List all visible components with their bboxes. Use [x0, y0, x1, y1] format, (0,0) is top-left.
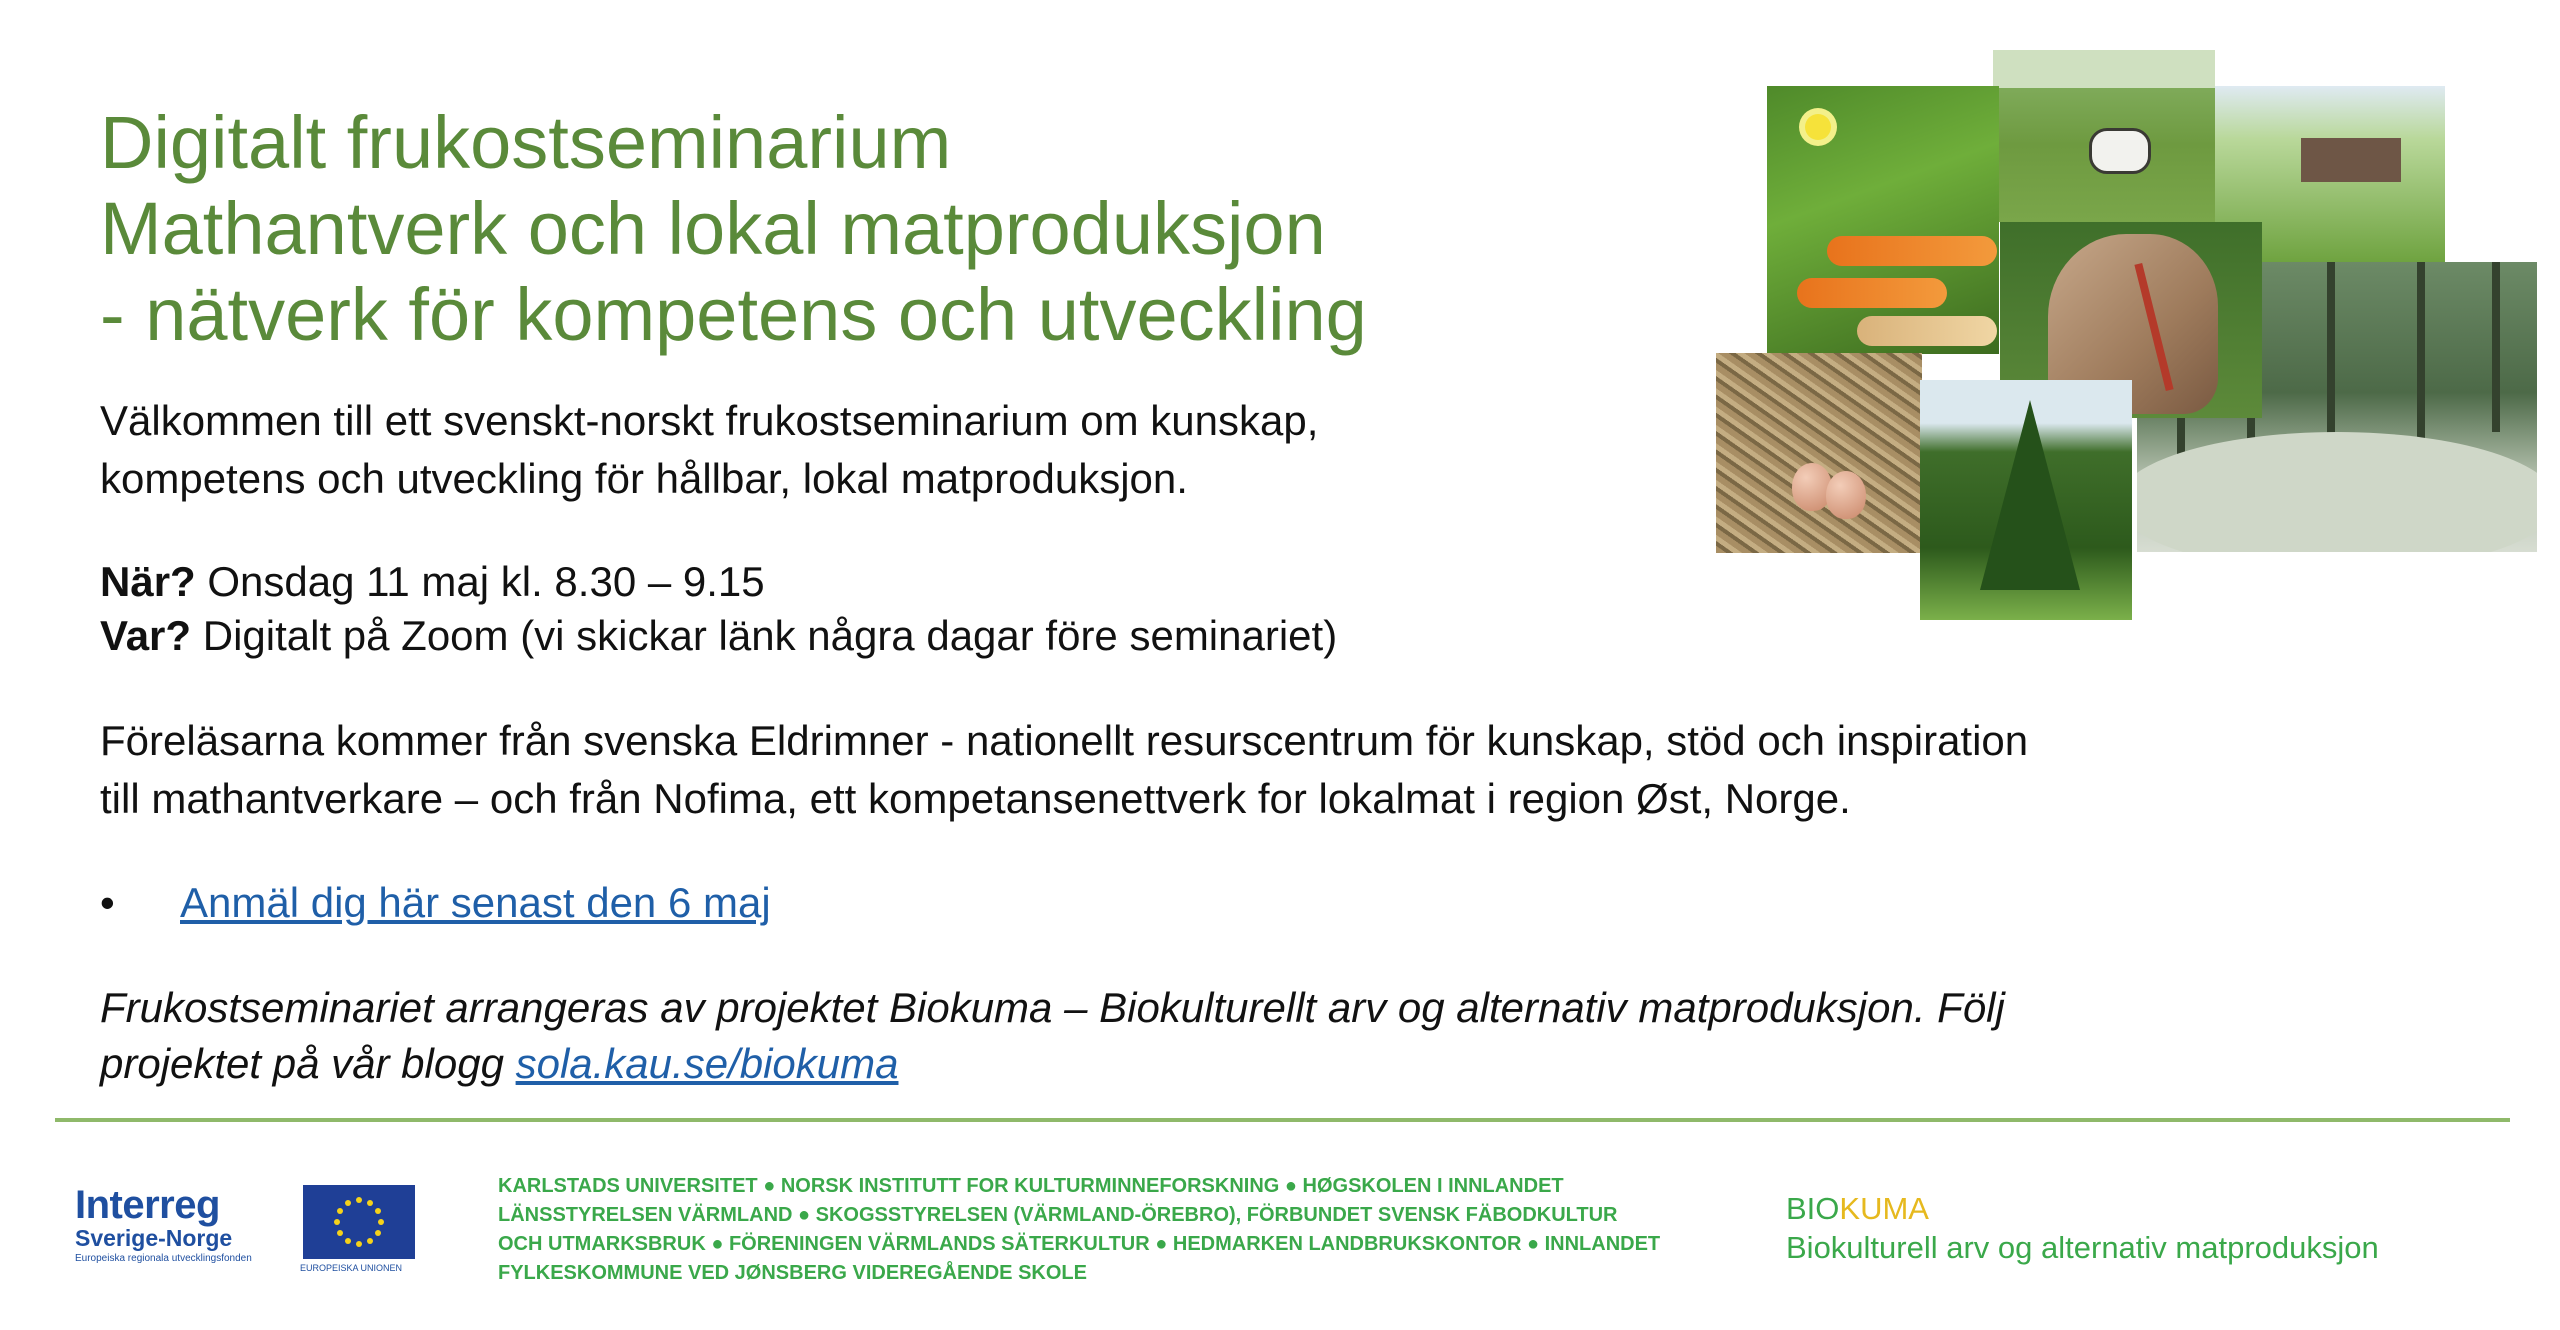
tree-trunk — [2492, 262, 2500, 432]
carrot-shape — [1827, 236, 1997, 266]
event-details — [100, 555, 1337, 663]
dandelion-shape — [1805, 114, 1831, 140]
spruce-tree-photo — [1920, 380, 2132, 620]
where-label: Var? — [100, 612, 192, 659]
organizer-text — [100, 980, 2005, 1092]
signup-link[interactable]: Anmäl dig här senast den 6 maj — [180, 879, 771, 926]
partner-line-1: KARLSTADS UNIVERSITET ● NORSK INSTITUTT FOR KULTURMINNEFORSKNING ● HØGSKOLEN I INNLANDET — [498, 1175, 1564, 1197]
moss-ridge — [2137, 432, 2537, 552]
spruce-shape — [1980, 400, 2080, 590]
eu-caption: EUROPEISKA UNIONEN — [300, 1263, 403, 1273]
partner-list — [498, 1172, 1660, 1288]
bullet-point: • — [100, 879, 115, 926]
interreg-fund: Europeiska regionala utvecklingsfonden — [75, 1253, 252, 1264]
blog-link[interactable]: sola.kau.se/biokuma — [515, 1040, 899, 1087]
eggs-nest-photo — [1716, 353, 1922, 553]
intro-line-2: kompetens och utveckling för hållbar, lokal matproduksjon. — [100, 455, 1188, 502]
biokuma-kuma: KUMA — [1839, 1191, 1929, 1226]
intro-text — [100, 392, 1318, 508]
where-value: Digitalt på Zoom (vi skickar länk några dagar före seminariet) — [202, 612, 1338, 659]
egg-shape — [1826, 471, 1866, 519]
lecturers-line-2: till mathantverkare – och från Nofima, ett kompetansenettverk for lokalmat i region Øst, Norge. — [100, 775, 1851, 822]
partner-line-3: OCH UTMARKSBRUK ● FÖRENINGEN VÄRMLANDS SÄTERKULTUR ● HEDMARKEN LANDBRUKSKONTOR ● INNLANDET — [498, 1233, 1661, 1255]
when-label: När? — [100, 558, 196, 605]
page-title — [100, 100, 1367, 358]
partner-line-2: LÄNSSTYRELSEN VÄRMLAND ● SKOGSSTYRELSEN (VÄRMLAND-ÖREBRO), FÖRBUNDET SVENSK FÄBODKULTUR — [498, 1204, 1618, 1226]
biokuma-tagline: Biokulturell arv og alternativ matproduksjon — [1786, 1230, 2379, 1265]
parsnip-shape — [1857, 316, 1997, 346]
lecturers-line-1: Föreläsarna kommer från svenska Eldrimner - nationellt resurscentrum för kunskap, stöd och inspiration — [100, 717, 2029, 764]
tree-trunk — [2327, 262, 2335, 442]
interreg-region: Sverige-Norge — [75, 1225, 233, 1251]
biokuma-logo — [1786, 1192, 1929, 1226]
intro-line-1: Välkommen till ett svenskt-norskt frukostseminarium om kunskap, — [100, 397, 1319, 444]
barn-shape — [2301, 138, 2401, 182]
organizer-line-2-prefix: projektet på vår blogg — [100, 1040, 504, 1087]
interreg-wordmark: Interreg — [75, 1183, 220, 1227]
cow-pasture-photo — [1993, 50, 2215, 222]
title-line-2: Mathantverk och lokal matproduksjon — [100, 187, 1326, 270]
footer-divider — [55, 1118, 2510, 1122]
sky-strip — [1993, 50, 2215, 88]
interreg-logo — [75, 1185, 285, 1263]
cow-shape — [2089, 128, 2151, 174]
eu-flag-icon — [303, 1185, 415, 1259]
tree-trunk — [2417, 262, 2425, 462]
lecturers-text — [100, 712, 2028, 828]
partner-line-4: FYLKESKOMMUNE VED JØNSBERG VIDEREGÅENDE SKOLE — [498, 1262, 1087, 1284]
title-line-3: - nätverk för kompetens och utveckling — [100, 273, 1367, 356]
biokuma-bio: BIO — [1786, 1191, 1840, 1226]
vegetables-photo — [1767, 86, 1999, 354]
title-line-1: Digitalt frukostseminarium — [100, 101, 952, 184]
when-value: Onsdag 11 maj kl. 8.30 – 9.15 — [207, 558, 765, 605]
carrot-shape — [1797, 278, 1947, 308]
organizer-line-1: Frukostseminariet arrangeras av projektet Biokuma – Biokulturellt arv og alternativ matproduksjon. Följ — [100, 984, 2005, 1031]
